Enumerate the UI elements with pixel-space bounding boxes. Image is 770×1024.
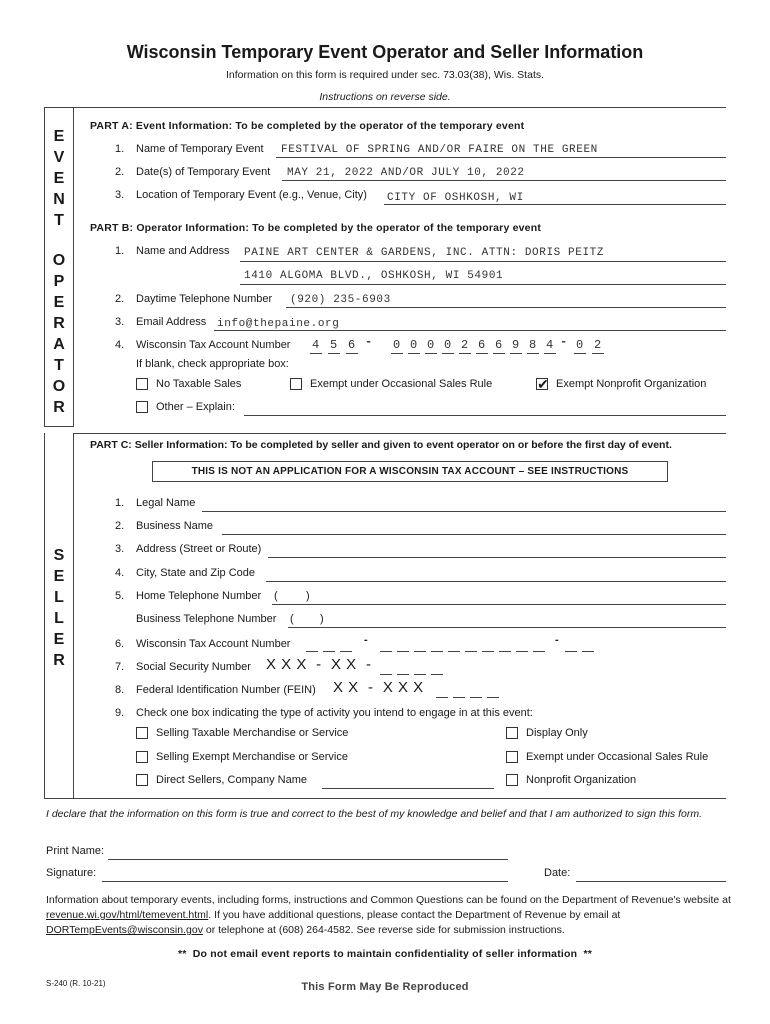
part-c-item-num: 3. <box>115 543 125 555</box>
checkmark-icon: ✔ <box>537 376 549 392</box>
daytime-phone-label: Daytime Telephone Number <box>136 293 273 305</box>
ssn-label: Social Security Number <box>136 661 251 673</box>
email-label: Email Address <box>136 316 207 328</box>
address-label: Address (Street or Route) <box>136 543 262 555</box>
declaration-rule <box>44 798 726 799</box>
tax-digit: 8 <box>529 338 537 352</box>
selling-taxable-label: Selling Taxable Merchandise or Service <box>156 727 349 739</box>
date-field[interactable] <box>576 881 726 882</box>
email-field[interactable]: info@thepaine.org <box>217 318 340 330</box>
tax-digit-blank <box>414 651 426 652</box>
business-phone-paren-close: ) <box>320 613 324 625</box>
operator-name-line1 <box>240 261 726 262</box>
form-id: S-240 (R. 10-21) <box>46 979 106 988</box>
display-only-checkbox[interactable] <box>506 727 518 739</box>
fein-digit-blank <box>453 697 465 698</box>
confidential-note: ** Do not email event reports to maintain confidentiality of seller information ** <box>177 948 593 960</box>
tax-dash: - <box>555 634 559 646</box>
print-name-label: Print Name: <box>46 845 105 857</box>
occasional-sales-checkbox[interactable] <box>290 378 302 390</box>
home-phone-paren-open: ( <box>274 590 278 602</box>
tax-digit-blank <box>574 353 586 354</box>
business-phone-label: Business Telephone Number <box>136 613 277 625</box>
email-line <box>214 330 726 331</box>
tax-digit-blank <box>465 651 477 652</box>
nonprofit-org-label: Nonprofit Organization <box>526 774 637 786</box>
address-field[interactable] <box>268 557 726 558</box>
direct-sellers-label: Direct Sellers, Company Name <box>156 774 307 786</box>
side-letter: T <box>54 212 64 229</box>
not-application-banner <box>152 461 668 482</box>
fein-digit-blank <box>487 697 499 698</box>
tax-digit-blank <box>482 651 494 652</box>
part-c-item-num: 9. <box>115 707 125 719</box>
event-dates-label: Date(s) of Temporary Event <box>136 166 271 178</box>
tax-dash: - <box>365 335 373 349</box>
selling-exempt-label: Selling Exempt Merchandise or Service <box>156 751 348 763</box>
fein-digit-blank <box>470 697 482 698</box>
fein-digit-blank <box>436 697 448 698</box>
tax-digit-blank <box>306 651 318 652</box>
activity-label: Check one box indicating the type of activity you intend to engage in at this event: <box>136 707 533 719</box>
event-name-field-line <box>276 157 726 158</box>
event-dates-field[interactable]: MAY 21, 2022 AND/OR JULY 10, 2022 <box>287 167 525 179</box>
seller-tax-account-label: Wisconsin Tax Account Number <box>136 638 291 650</box>
info-text-1: Information about temporary events, including forms, instructions and Common Questions can be found on the Department of Revenue's website at <box>46 894 731 906</box>
seller-occasional-sales-label: Exempt under Occasional Sales Rule <box>526 751 709 763</box>
tax-digit-blank <box>533 651 545 652</box>
side-letter: E <box>53 128 65 145</box>
tax-digit: 6 <box>478 338 486 352</box>
tax-digit-blank <box>328 353 340 354</box>
tax-digit-blank <box>323 651 335 652</box>
home-phone-field[interactable] <box>272 604 726 605</box>
ssn-digit-blank <box>414 674 426 675</box>
direct-sellers-checkbox[interactable] <box>136 774 148 786</box>
tax-digit: 2 <box>594 338 602 352</box>
print-name-field[interactable] <box>108 859 508 860</box>
ssn-digit-blank <box>431 674 443 675</box>
side-letter: E <box>53 631 65 648</box>
tax-digit-blank <box>380 651 392 652</box>
no-taxable-sales-checkbox[interactable] <box>136 378 148 390</box>
nonprofit-org-checkbox[interactable] <box>506 774 518 786</box>
legal-name-field[interactable] <box>202 511 726 512</box>
seller-tax-account-field[interactable] <box>306 636 606 652</box>
fein-label: Federal Identification Number (FEIN) <box>136 684 316 696</box>
tax-digit-blank <box>425 353 437 354</box>
side-letter: R <box>53 399 65 416</box>
side-letter: E <box>53 568 65 585</box>
tax-digit-blank <box>499 651 511 652</box>
tax-digit-blank <box>431 651 443 652</box>
home-phone-paren-close: ) <box>306 590 310 602</box>
part-b-heading: PART B: Operator Information: To be completed by the operator of the temporary event <box>90 222 542 234</box>
part-c-heading: PART C: Seller Information: To be completed by seller and given to event operator on or before the first day of event. <box>90 439 672 451</box>
tax-dash: - <box>364 634 368 646</box>
tax-digit-blank <box>493 353 505 354</box>
date-label: Date: <box>544 867 571 879</box>
tax-digit: 2 <box>461 338 469 352</box>
signature-label: Signature: <box>46 867 97 879</box>
operator-name-label: Name and Address <box>136 245 230 257</box>
tax-digit: 4 <box>312 338 320 352</box>
info-text-2: . If you have additional questions, please contact the Department of Revenue by email at <box>208 909 621 921</box>
top-rule <box>44 107 726 108</box>
part-a-heading: PART A: Event Information: To be completed by the operator of the temporary event <box>90 120 525 132</box>
occasional-sales-label: Exempt under Occasional Sales Rule <box>310 378 493 390</box>
side-letter: R <box>53 652 65 669</box>
tax-digit-blank <box>459 353 471 354</box>
part-b-item-num: 1. <box>115 245 125 257</box>
home-phone-label: Home Telephone Number <box>136 590 262 602</box>
fein-mask: X X - X X X <box>333 679 424 696</box>
tax-digit-blank <box>565 651 577 652</box>
event-location-field-line <box>384 204 726 205</box>
event-location-label: Location of Temporary Event (e.g., Venue, City) <box>136 189 367 201</box>
tax-digit-blank <box>582 651 594 652</box>
tax-digit-blank <box>346 353 358 354</box>
tax-digit-blank <box>448 651 460 652</box>
side-letter: O <box>52 252 66 269</box>
tax-digit: 9 <box>512 338 520 352</box>
signature-field[interactable] <box>102 881 508 882</box>
tax-digit-blank <box>442 353 454 354</box>
tax-dash: - <box>560 335 568 349</box>
nonprofit-checkbox[interactable] <box>536 378 548 390</box>
event-name-label: Name of Temporary Event <box>136 143 264 155</box>
company-name-field[interactable] <box>322 788 494 789</box>
event-dates-field-line <box>282 180 726 181</box>
selling-exempt-checkbox[interactable] <box>136 751 148 763</box>
business-name-field[interactable] <box>222 534 726 535</box>
ssn-field[interactable] <box>380 659 452 675</box>
no-taxable-sales-label: No Taxable Sales <box>156 378 242 390</box>
tax-account-label: Wisconsin Tax Account Number <box>136 339 291 351</box>
other-explain-field[interactable] <box>244 415 726 416</box>
tax-account-field[interactable] <box>308 335 608 354</box>
declaration-text: I declare that the information on this form is true and correct to the best of my knowledge and belief and that I am authorized to sign this form. <box>46 808 703 820</box>
tax-digit-blank <box>310 353 322 354</box>
ssn-mask: X X X - X X - <box>266 656 372 673</box>
part-c-item-num: 8. <box>115 684 125 696</box>
city-state-zip-field[interactable] <box>266 581 726 582</box>
business-phone-field[interactable] <box>288 627 726 628</box>
part-c-item-num: 4. <box>115 567 125 579</box>
tax-digit: 6 <box>495 338 503 352</box>
fein-field[interactable] <box>436 682 508 698</box>
part-c-item-num: 7. <box>115 661 125 673</box>
operator-name-line2 <box>240 284 726 285</box>
form-title: Wisconsin Temporary Event Operator and Seller Information <box>126 42 644 62</box>
part-a-item-num: 1. <box>115 143 125 155</box>
tax-digit-blank <box>592 353 604 354</box>
tax-digit: 0 <box>393 338 401 352</box>
side-letter: P <box>53 273 65 290</box>
part-c-item-num: 2. <box>115 520 125 532</box>
other-label: Other – Explain: <box>156 401 235 413</box>
side-letter: A <box>53 336 65 353</box>
part-c-item-num: 5. <box>115 590 125 602</box>
city-state-zip-label: City, State and Zip Code <box>136 567 256 579</box>
partc-rule <box>74 433 726 434</box>
tax-digit: 0 <box>427 338 435 352</box>
tax-digit: 5 <box>330 338 338 352</box>
side-letter: V <box>53 149 65 166</box>
tax-digit: 4 <box>546 338 554 352</box>
tax-digit-blank <box>544 353 556 354</box>
part-b-item-num: 4. <box>115 339 125 351</box>
business-phone-paren-open: ( <box>290 613 294 625</box>
operator-name-field[interactable]: PAINE ART CENTER & GARDENS, INC. ATTN: DORIS PEITZ <box>244 247 605 259</box>
nonprofit-label: Exempt Nonprofit Organization <box>556 378 707 390</box>
event-name-field[interactable]: FESTIVAL OF SPRING AND/OR FAIRE ON THE GREEN <box>281 144 598 156</box>
side-letter: L <box>54 589 64 606</box>
display-only-label: Display Only <box>526 727 588 739</box>
tax-digit-blank <box>510 353 522 354</box>
instructions-note: Instructions on reverse side. <box>319 91 451 103</box>
side-letter: R <box>53 315 65 332</box>
selling-taxable-checkbox[interactable] <box>136 727 148 739</box>
business-name-label: Business Name <box>136 520 214 532</box>
tax-digit-blank <box>476 353 488 354</box>
part-a-item-num: 2. <box>115 166 125 178</box>
info-text-3: or telephone at (608) 264-4582. See reverse side for submission instructions. <box>202 924 565 936</box>
side-letter: O <box>52 378 66 395</box>
reproduce-note: This Form May Be Reproduced <box>301 981 469 993</box>
side-letter: E <box>53 294 65 311</box>
side-letter: T <box>54 357 64 374</box>
form-subtitle: Information on this form is required under sec. 73.03(38), Wis. Stats. <box>225 69 545 81</box>
ssn-digit-blank <box>397 674 409 675</box>
tax-digit-blank <box>408 353 420 354</box>
tax-digit: 0 <box>410 338 418 352</box>
daytime-phone-line <box>286 307 726 308</box>
ssn-digit-blank <box>380 674 392 675</box>
tax-digit-blank <box>391 353 403 354</box>
tax-digit-blank <box>340 651 352 652</box>
side-letter: L <box>54 610 64 627</box>
side-letter: S <box>53 547 65 564</box>
event-location-field[interactable]: CITY OF OSHKOSH, WI <box>387 192 524 204</box>
tax-digit-blank <box>516 651 528 652</box>
banner-text: THIS IS NOT AN APPLICATION FOR A WISCONSIN TAX ACCOUNT – SEE INSTRUCTIONS <box>191 466 629 477</box>
other-checkbox[interactable] <box>136 401 148 413</box>
email-link[interactable]: DORTempEvents@wisconsin.gov <box>46 924 203 936</box>
info-paragraph <box>46 893 732 938</box>
part-c-item-num: 1. <box>115 497 125 509</box>
blank-note: If blank, check appropriate box: <box>136 358 289 370</box>
seller-occasional-sales-checkbox[interactable] <box>506 751 518 763</box>
tax-digit-blank <box>397 651 409 652</box>
operator-address-field[interactable]: 1410 ALGOMA BLVD., OSHKOSH, WI 54901 <box>244 270 504 282</box>
tax-digit-blank <box>527 353 539 354</box>
part-a-item-num: 3. <box>115 189 125 201</box>
side-letter: N <box>53 191 65 208</box>
tax-digit: 0 <box>576 338 584 352</box>
legal-name-label: Legal Name <box>136 497 196 509</box>
side-letter: E <box>53 170 65 187</box>
tax-digit: 6 <box>348 338 356 352</box>
part-c-item-num: 6. <box>115 638 125 650</box>
temevent-link[interactable]: revenue.wi.gov/html/temevent.html <box>46 909 209 921</box>
part-b-item-num: 3. <box>115 316 125 328</box>
daytime-phone-field[interactable]: (920) 235-6903 <box>290 294 391 306</box>
part-b-item-num: 2. <box>115 293 125 305</box>
tax-digit: 0 <box>444 338 452 352</box>
